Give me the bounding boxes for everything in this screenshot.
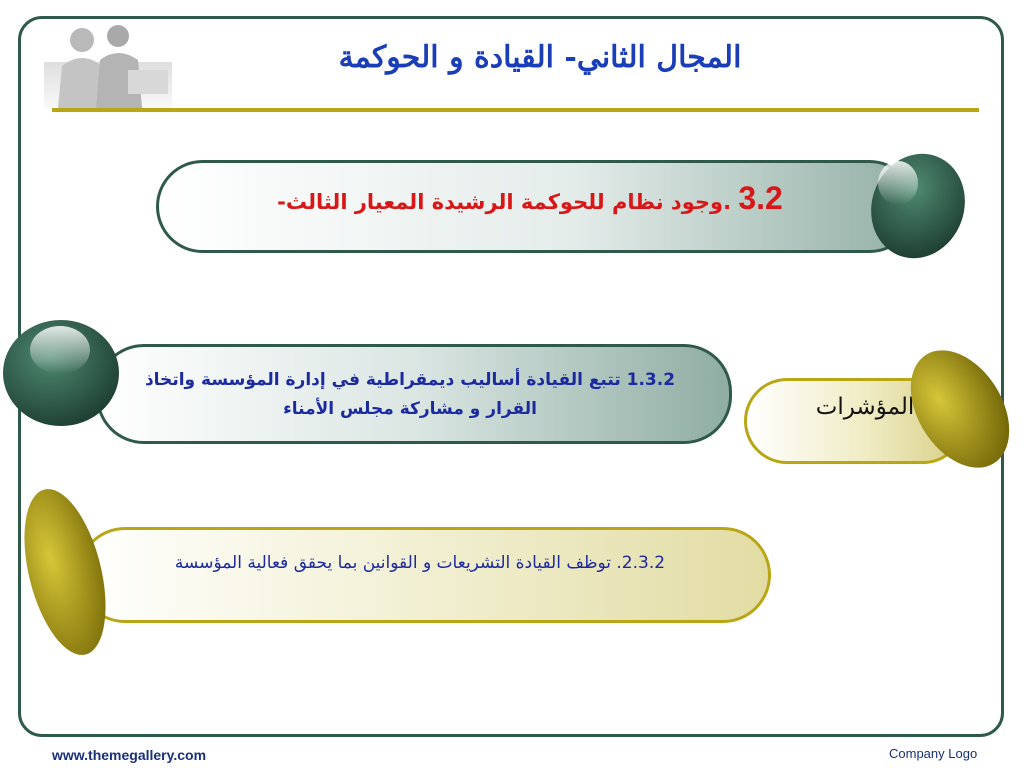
slide-title: المجال الثاني- القيادة و الحوكمة [338,40,742,75]
olive-oval-icon [14,486,116,658]
green-sphere-icon [866,150,970,262]
standard-heading [250,180,810,217]
indicator-2-text: 2.3.2. توظف القيادة التشريعات و القوانين بما يحقق فعالية المؤسسة [174,553,666,573]
standard-text: .وجود نظام للحوكمة الرشيدة المعيار الثالث- [277,190,739,214]
title-underline [52,108,979,112]
standard-number: 3.2 [738,180,783,216]
olive-oval-icon [906,346,1014,472]
footer-website-link[interactable]: www.themegallery.com [52,747,207,763]
green-sphere-icon [0,316,124,428]
footer-company-logo: Company Logo [889,746,978,761]
business-people-silhouette-icon [44,22,172,108]
indicator-1-text: 1.3.2 تتبع القيادة أساليب ديمقراطية في إدارة المؤسسة واتخاذ القرار و مشاركة مجلس الأمناء [144,370,676,419]
indicators-label: المؤشرات [815,394,915,420]
